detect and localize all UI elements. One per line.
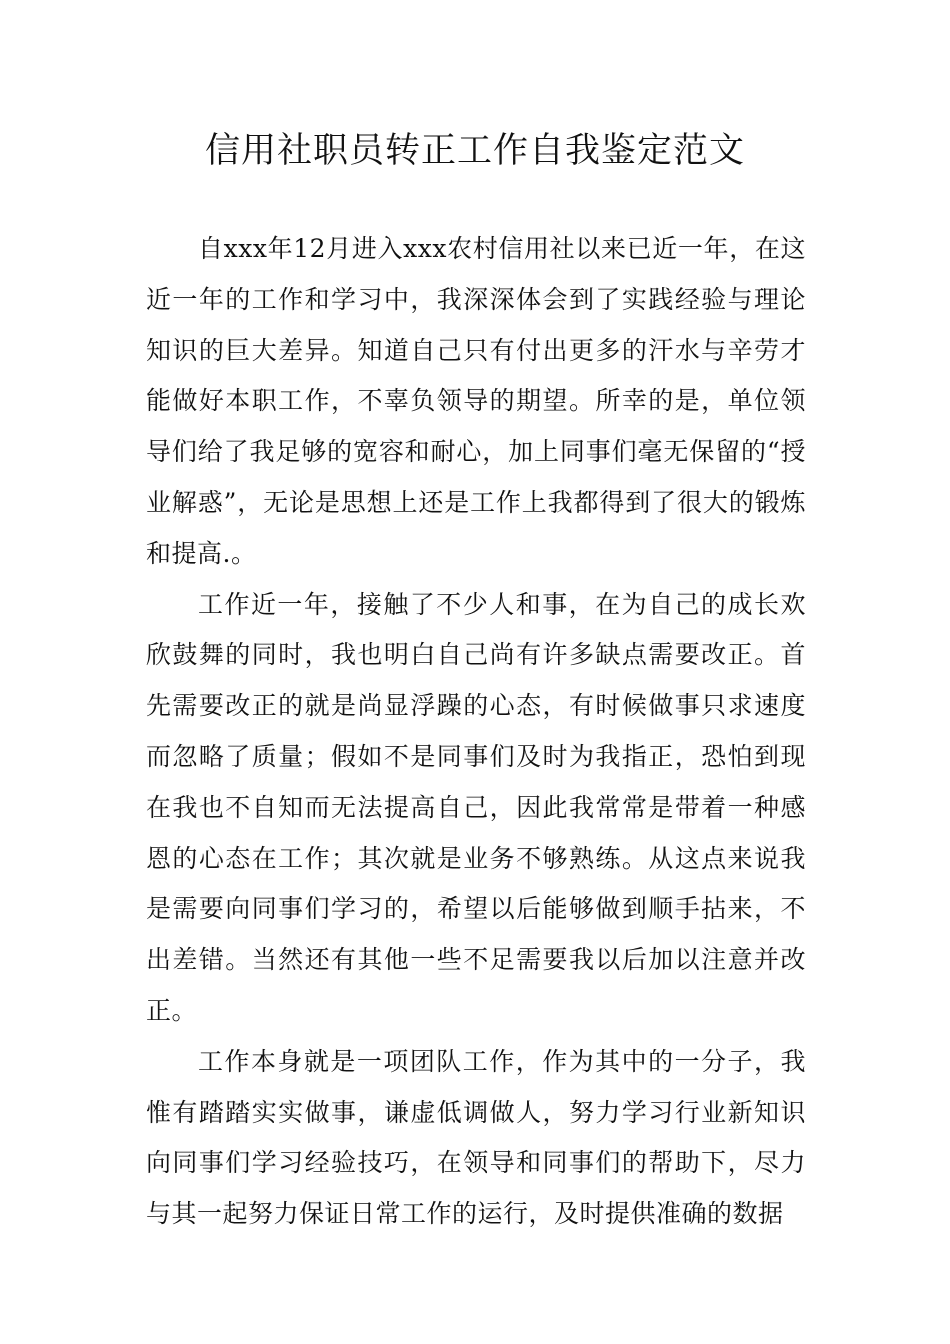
document-body (146, 224, 806, 1240)
paragraph-1: 自xxx年12月进入xxx农村信用社以来已近一年，在这近一年的工作和学习中，我深深体会到了实践经验与理论知识的巨大差异。知道自己只有付出更多的汗水与辛劳才能做好本职工作，不辜负领导的期望。所幸的是，单位领导们给了我足够的宽容和耐心，加上同事们毫无保留的“授业解惑”，无论是思想上还是工作上我都得到了很大的锻炼和提高.。 (146, 234, 806, 568)
paragraph-2: 工作近一年，接触了不少人和事，在为自己的成长欢欣鼓舞的同时，我也明白自己尚有许多缺点需要改正。首先需要改正的就是尚显浮躁的心态，有时候做事只求速度而忽略了质量；假如不是同事们及时为我指正，恐怕到现在我也不自知而无法提高自己，因此我常常是带着一种感恩的心态在工作；其次就是业务不够熟练。从这点来说我是需要向同事们学习的，希望以后能够做到顺手拈来，不出差错。当然还有其他一些不足需要我以后加以注意并改正。 (146, 589, 806, 1025)
paragraph-3: 工作本身就是一项团队工作，作为其中的一分子，我惟有踏踏实实做事，谦虚低调做人，努力学习行业新知识向同事们学习经验技巧，在领导和同事们的帮助下，尽力与其一起努力保证日常工作的运行，及时提供准确的数据 (146, 1046, 806, 1229)
document-title: 信用社职员转正工作自我鉴定范文 (204, 131, 745, 171)
